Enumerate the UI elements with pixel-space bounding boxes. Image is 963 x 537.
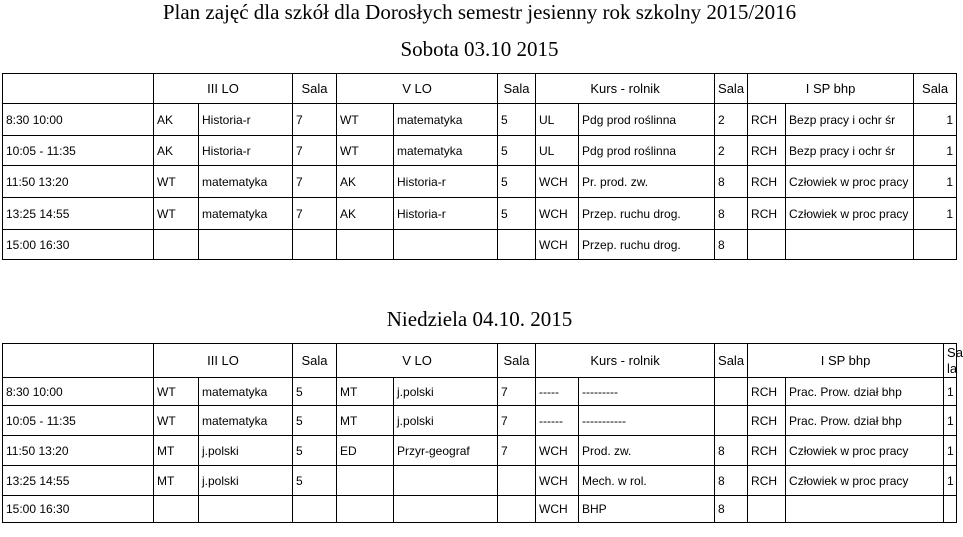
cell-3: 5 xyxy=(293,378,337,406)
cell-3: 7 xyxy=(293,136,337,166)
column-header: Sala xyxy=(293,344,337,378)
cell-1 xyxy=(154,230,199,260)
cell-3 xyxy=(293,230,337,260)
column-header: Sala xyxy=(914,74,957,104)
cell-7: WCH xyxy=(536,166,579,198)
cell-5 xyxy=(394,466,498,496)
cell-5 xyxy=(394,496,498,523)
cell-10 xyxy=(748,496,786,523)
time-cell: 15:00 16:30 xyxy=(3,230,154,260)
cell-10: RCH xyxy=(748,436,786,466)
cell-2: matematyka xyxy=(199,406,293,436)
cell-12: 1 xyxy=(914,198,957,230)
column-header: I SP bhp xyxy=(748,344,944,378)
cell-4 xyxy=(337,466,394,496)
cell-1 xyxy=(154,496,199,523)
time-cell: 15:00 16:30 xyxy=(3,496,154,523)
column-header: III LO xyxy=(154,344,293,378)
cell-5: j.polski xyxy=(394,378,498,406)
cell-8: ----------- xyxy=(579,406,715,436)
cell-2: Historia-r xyxy=(199,136,293,166)
cell-9: 2 xyxy=(715,104,748,136)
cell-6: 5 xyxy=(498,104,536,136)
schedule-row xyxy=(3,466,957,496)
column-header: Sala xyxy=(498,74,536,104)
cell-1: WT xyxy=(154,198,199,230)
cell-12 xyxy=(914,230,957,260)
cell-8: Mech. w rol. xyxy=(579,466,715,496)
cell-5: Przyr-geograf xyxy=(394,436,498,466)
cell-10: RCH xyxy=(748,166,786,198)
cell-9 xyxy=(715,406,748,436)
cell-2: j.polski xyxy=(199,436,293,466)
cell-6 xyxy=(498,466,536,496)
cell-1: AK xyxy=(154,104,199,136)
cell-5: matematyka xyxy=(394,104,498,136)
cell-5: Historia-r xyxy=(394,166,498,198)
time-cell: 11:50 13:20 xyxy=(3,436,154,466)
time-cell: 8:30 10:00 xyxy=(3,104,154,136)
cell-4: ED xyxy=(337,436,394,466)
column-header: V LO xyxy=(337,344,498,378)
saturday-schedule-table xyxy=(2,73,957,260)
cell-12: 1 xyxy=(944,436,957,466)
schedule-row xyxy=(3,198,957,230)
time-cell: 8:30 10:00 xyxy=(3,378,154,406)
cell-4: AK xyxy=(337,166,394,198)
cell-9 xyxy=(715,378,748,406)
time-cell: 13:25 14:55 xyxy=(3,466,154,496)
cell-12: 1 xyxy=(914,136,957,166)
cell-3: 7 xyxy=(293,166,337,198)
cell-9: 8 xyxy=(715,466,748,496)
cell-6: 7 xyxy=(498,406,536,436)
cell-11 xyxy=(786,496,944,523)
cell-3 xyxy=(293,496,337,523)
schedule-row xyxy=(3,104,957,136)
sunday-heading: Niedziela 04.10. 2015 xyxy=(386,307,573,331)
cell-1: WT xyxy=(154,166,199,198)
cell-4: MT xyxy=(337,378,394,406)
cell-1: AK xyxy=(154,136,199,166)
cell-3: 5 xyxy=(293,406,337,436)
column-header: III LO xyxy=(154,74,293,104)
cell-7: WCH xyxy=(536,436,579,466)
cell-7: ------ xyxy=(536,406,579,436)
cell-11: Człowiek w proc pracy xyxy=(786,436,944,466)
schedule-row xyxy=(3,230,957,260)
cell-6 xyxy=(498,496,536,523)
column-header: Kurs - rolnik xyxy=(536,344,715,378)
cell-2 xyxy=(199,496,293,523)
cell-11: Bezp pracy i ochr śr xyxy=(786,104,914,136)
cell-10: RCH xyxy=(748,136,786,166)
cell-10: RCH xyxy=(748,466,786,496)
cell-12: 1 xyxy=(944,378,957,406)
header-row xyxy=(3,344,957,378)
cell-10: RCH xyxy=(748,378,786,406)
cell-11: Człowiek w proc pracy xyxy=(786,198,914,230)
cell-10: RCH xyxy=(748,406,786,436)
cell-4 xyxy=(337,230,394,260)
cell-6: 5 xyxy=(498,166,536,198)
cell-8: Prod. zw. xyxy=(579,436,715,466)
schedule-row xyxy=(3,378,957,406)
cell-11: Prac. Prow. dział bhp xyxy=(786,406,944,436)
cell-2: matematyka xyxy=(199,198,293,230)
cell-2: matematyka xyxy=(199,378,293,406)
header-time-cell xyxy=(3,74,154,104)
sunday-table-body xyxy=(3,344,963,523)
cell-7: WCH xyxy=(536,230,579,260)
time-cell: 10:05 - 11:35 xyxy=(3,136,154,166)
column-header: Sala xyxy=(293,74,337,104)
cell-3: 5 xyxy=(293,466,337,496)
cell-12: 1 xyxy=(944,406,957,436)
cell-1: MT xyxy=(154,466,199,496)
cell-3: 5 xyxy=(293,436,337,466)
cell-4: WT xyxy=(337,104,394,136)
cell-1: MT xyxy=(154,436,199,466)
cell-5: matematyka xyxy=(394,136,498,166)
cell-3: 7 xyxy=(293,198,337,230)
cell-6: 7 xyxy=(498,436,536,466)
cell-9: 8 xyxy=(715,198,748,230)
schedule-row xyxy=(3,496,957,523)
cell-2 xyxy=(199,230,293,260)
cell-11: Człowiek w proc pracy xyxy=(786,166,914,198)
cell-12: 1 xyxy=(914,104,957,136)
column-header: I SP bhp xyxy=(748,74,914,104)
cell-2: Historia-r xyxy=(199,104,293,136)
cell-7: UL xyxy=(536,104,579,136)
cell-1: WT xyxy=(154,406,199,436)
cell-6: 5 xyxy=(498,136,536,166)
cell-2: matematyka xyxy=(199,166,293,198)
column-header: V LO xyxy=(337,74,498,104)
sunday-schedule-table xyxy=(2,343,963,523)
cell-5: j.polski xyxy=(394,406,498,436)
cell-4: MT xyxy=(337,406,394,436)
cell-10: RCH xyxy=(748,198,786,230)
cell-8: --------- xyxy=(579,378,715,406)
cell-5 xyxy=(394,230,498,260)
cell-7: WCH xyxy=(536,496,579,523)
cell-4 xyxy=(337,496,394,523)
cell-6 xyxy=(498,230,536,260)
cell-11: Bezp pracy i ochr śr xyxy=(786,136,914,166)
cell-12: 1 xyxy=(914,166,957,198)
cell-4: WT xyxy=(337,136,394,166)
cell-11: Człowiek w proc pracy xyxy=(786,466,944,496)
saturday-table-body xyxy=(3,74,957,260)
cell-7: WCH xyxy=(536,198,579,230)
cell-8: Przep. ruchu drog. xyxy=(579,198,715,230)
cell-5: Historia-r xyxy=(394,198,498,230)
time-cell: 11:50 13:20 xyxy=(3,166,154,198)
cell-9: 8 xyxy=(715,436,748,466)
cell-2: j.polski xyxy=(199,466,293,496)
cell-1: WT xyxy=(154,378,199,406)
cell-12: 1 xyxy=(944,466,957,496)
cell-9: 8 xyxy=(715,230,748,260)
column-header: Sala xyxy=(498,344,536,378)
cell-4: AK xyxy=(337,198,394,230)
column-header: Sala xyxy=(715,344,748,378)
cell-10: RCH xyxy=(748,104,786,136)
cell-9: 8 xyxy=(715,496,748,523)
time-cell: 13:25 14:55 xyxy=(3,198,154,230)
cell-6: 5 xyxy=(498,198,536,230)
cell-11: Prac. Prow. dział bhp xyxy=(786,378,944,406)
cell-6: 7 xyxy=(498,378,536,406)
cell-9: 8 xyxy=(715,166,748,198)
schedule-row xyxy=(3,166,957,198)
cell-11 xyxy=(786,230,914,260)
cell-8: BHP xyxy=(579,496,715,523)
cell-12 xyxy=(944,496,957,523)
time-cell: 10:05 - 11:35 xyxy=(3,406,154,436)
cell-7: WCH xyxy=(536,466,579,496)
cell-8: Przep. ruchu drog. xyxy=(579,230,715,260)
cell-8: Pr. prod. zw. xyxy=(579,166,715,198)
header-row xyxy=(3,74,957,104)
column-header: Sala xyxy=(715,74,748,104)
header-time-cell xyxy=(3,344,154,378)
cell-8: Pdg prod roślinna xyxy=(579,104,715,136)
page-title: Plan zajęć dla szkół dla Dorosłych semestr jesienny rok szkolny 2015/2016 xyxy=(162,0,797,24)
cell-9: 2 xyxy=(715,136,748,166)
cell-3: 7 xyxy=(293,104,337,136)
schedule-row xyxy=(3,406,957,436)
schedule-row xyxy=(3,136,957,166)
cell-7: ----- xyxy=(536,378,579,406)
cell-8: Pdg prod roślinna xyxy=(579,136,715,166)
column-header: Kurs - rolnik xyxy=(536,74,715,104)
schedule-row xyxy=(3,436,957,466)
saturday-heading: Sobota 03.10 2015 xyxy=(400,37,559,61)
cell-10 xyxy=(748,230,786,260)
cell-7: UL xyxy=(536,136,579,166)
column-header: Sa la xyxy=(944,344,957,378)
